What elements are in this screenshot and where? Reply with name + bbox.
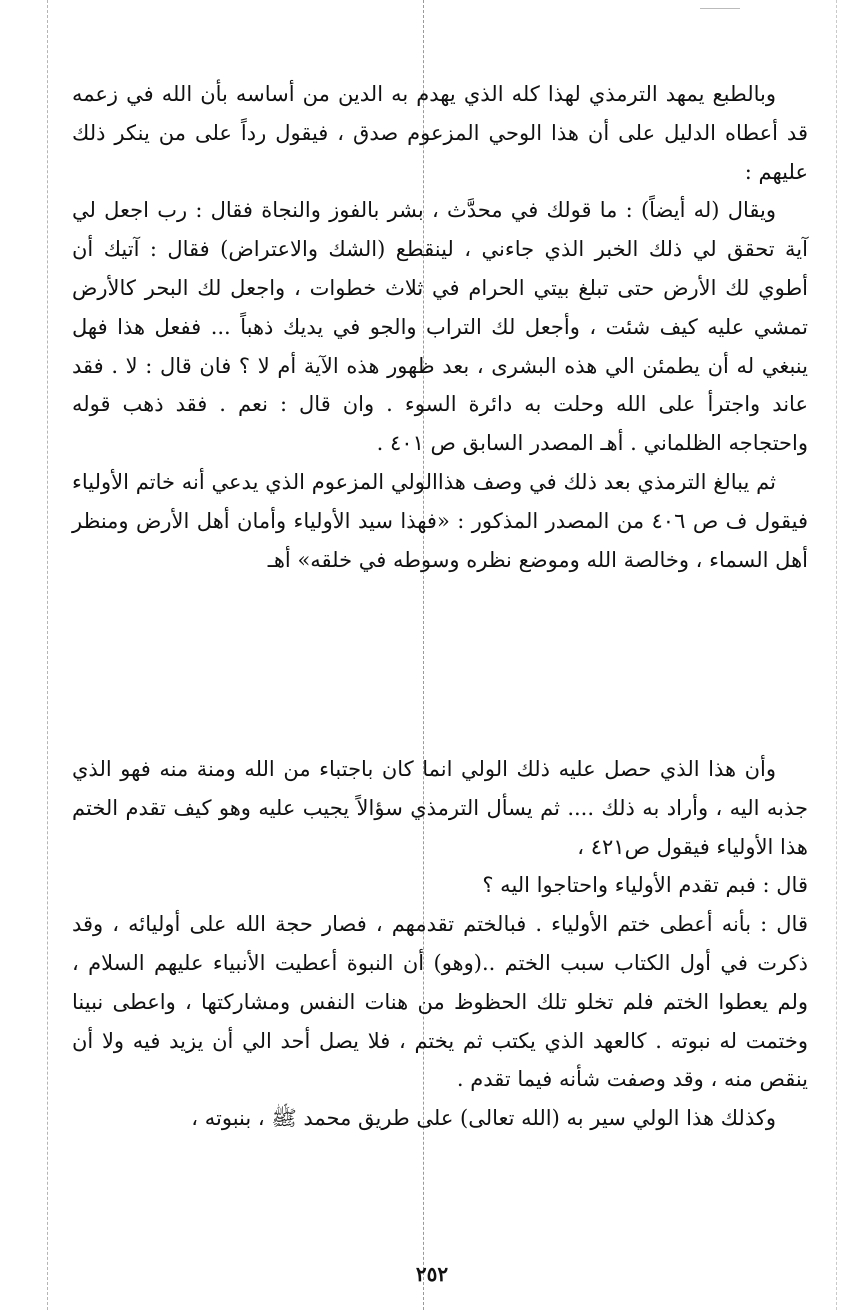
text-block-bottom bbox=[72, 750, 808, 1138]
page-number: ٢٥٢ bbox=[415, 1262, 449, 1286]
scan-corner-mark bbox=[700, 8, 740, 9]
paragraph-6: قال : بأنه أعطى ختم الأولياء . فبالختم تقدمهم ، فصار حجة الله على أوليائه ، وقد ذكرت في أول الكتاب سبب الختم ..(وهو) أن النبوة أعطيت الأنبياء عليهم السلام ، ولم يعطوا الختم فلم تخلو تلك الحظوظ من هنات النفس ومشاركتها ، واعطى نبينا وختمت له نبوته . كالعهد الذي يكتب ثم يختم ، فلا يصل أحد الي أن يزيد فيه ولا أن ينقص منه ، وقد وصفت شأنه فيما تقدم . bbox=[72, 912, 808, 1092]
text-block-top bbox=[72, 75, 808, 579]
scan-fold-line-right bbox=[836, 0, 837, 1310]
paragraph-4: وأن هذا الذي حصل عليه ذلك الولي انما كان باجتباء من الله ومنة منه فهو الذي جذبه اليه ، وأراد به ذلك .... ثم يسأل الترمذي سؤالاً يجيب عليه وهو كيف تقدم الختم هذا الأولياء فيقول ص٤٢١ ، bbox=[72, 757, 808, 859]
scan-fold-line-left bbox=[47, 0, 48, 1310]
paragraph-7: وكذلك هذا الولي سير به (الله تعالى) على طريق محمد ﷺ ، بنبوته ، bbox=[191, 1106, 776, 1131]
paragraph-1: وبالطبع يمهد الترمذي لهذا كله الذي يهدم به الدين من أساسه بأن الله في زعمه قد أعطاه الدليل على أن هذا الوحي المزعوم صدق ، فيقول رداً على من ينكر ذلك عليهم : bbox=[72, 82, 808, 184]
paragraph-2: ويقال (له أيضاً) : ما قولك في محدَّث ، بشر بالفوز والنجاة فقال : رب اجعل لي آية تحقق لي ذلك الخبر الذي جاءني ، لينقطع (الشك والاعتراض) فقال : آتيك أن أطوي لك الأرض حتى تبلغ بيتي الحرام في ثلاث خطوات ، واجعل لك البحر كالأرض تمشي عليه كيف شئت ، وأجعل لك التراب والجو في يديك ذهباً ... ففعل هذا فهل ينبغي له أن يطمئن الي هذه البشرى ، بعد ظهور هذه الآية أم لا ؟ فان قال : لا . فقد عاند واجترأ على الله وحلت به دائرة السوء . وان قال : نعم . فقد ذهب قوله واحتجاجه الظلماني . أهـ المصدر السابق ص ٤٠١ . bbox=[72, 198, 808, 456]
paragraph-5: قال : فبم تقدم الأولياء واحتاجوا اليه ؟ bbox=[482, 873, 808, 898]
paragraph-3: ثم يبالغ الترمذي بعد ذلك في وصف هذاالولي المزعوم الذي يدعي أنه خاتم الأولياء فيقول ف ص ٤٠٦ من المصدر المذكور : «فهذا سيد الأولياء وأمان أهل الأرض ومنظر أهل السماء ، وخالصة الله وموضع نظره وسوطه في خلقه» أهـ bbox=[72, 469, 809, 572]
